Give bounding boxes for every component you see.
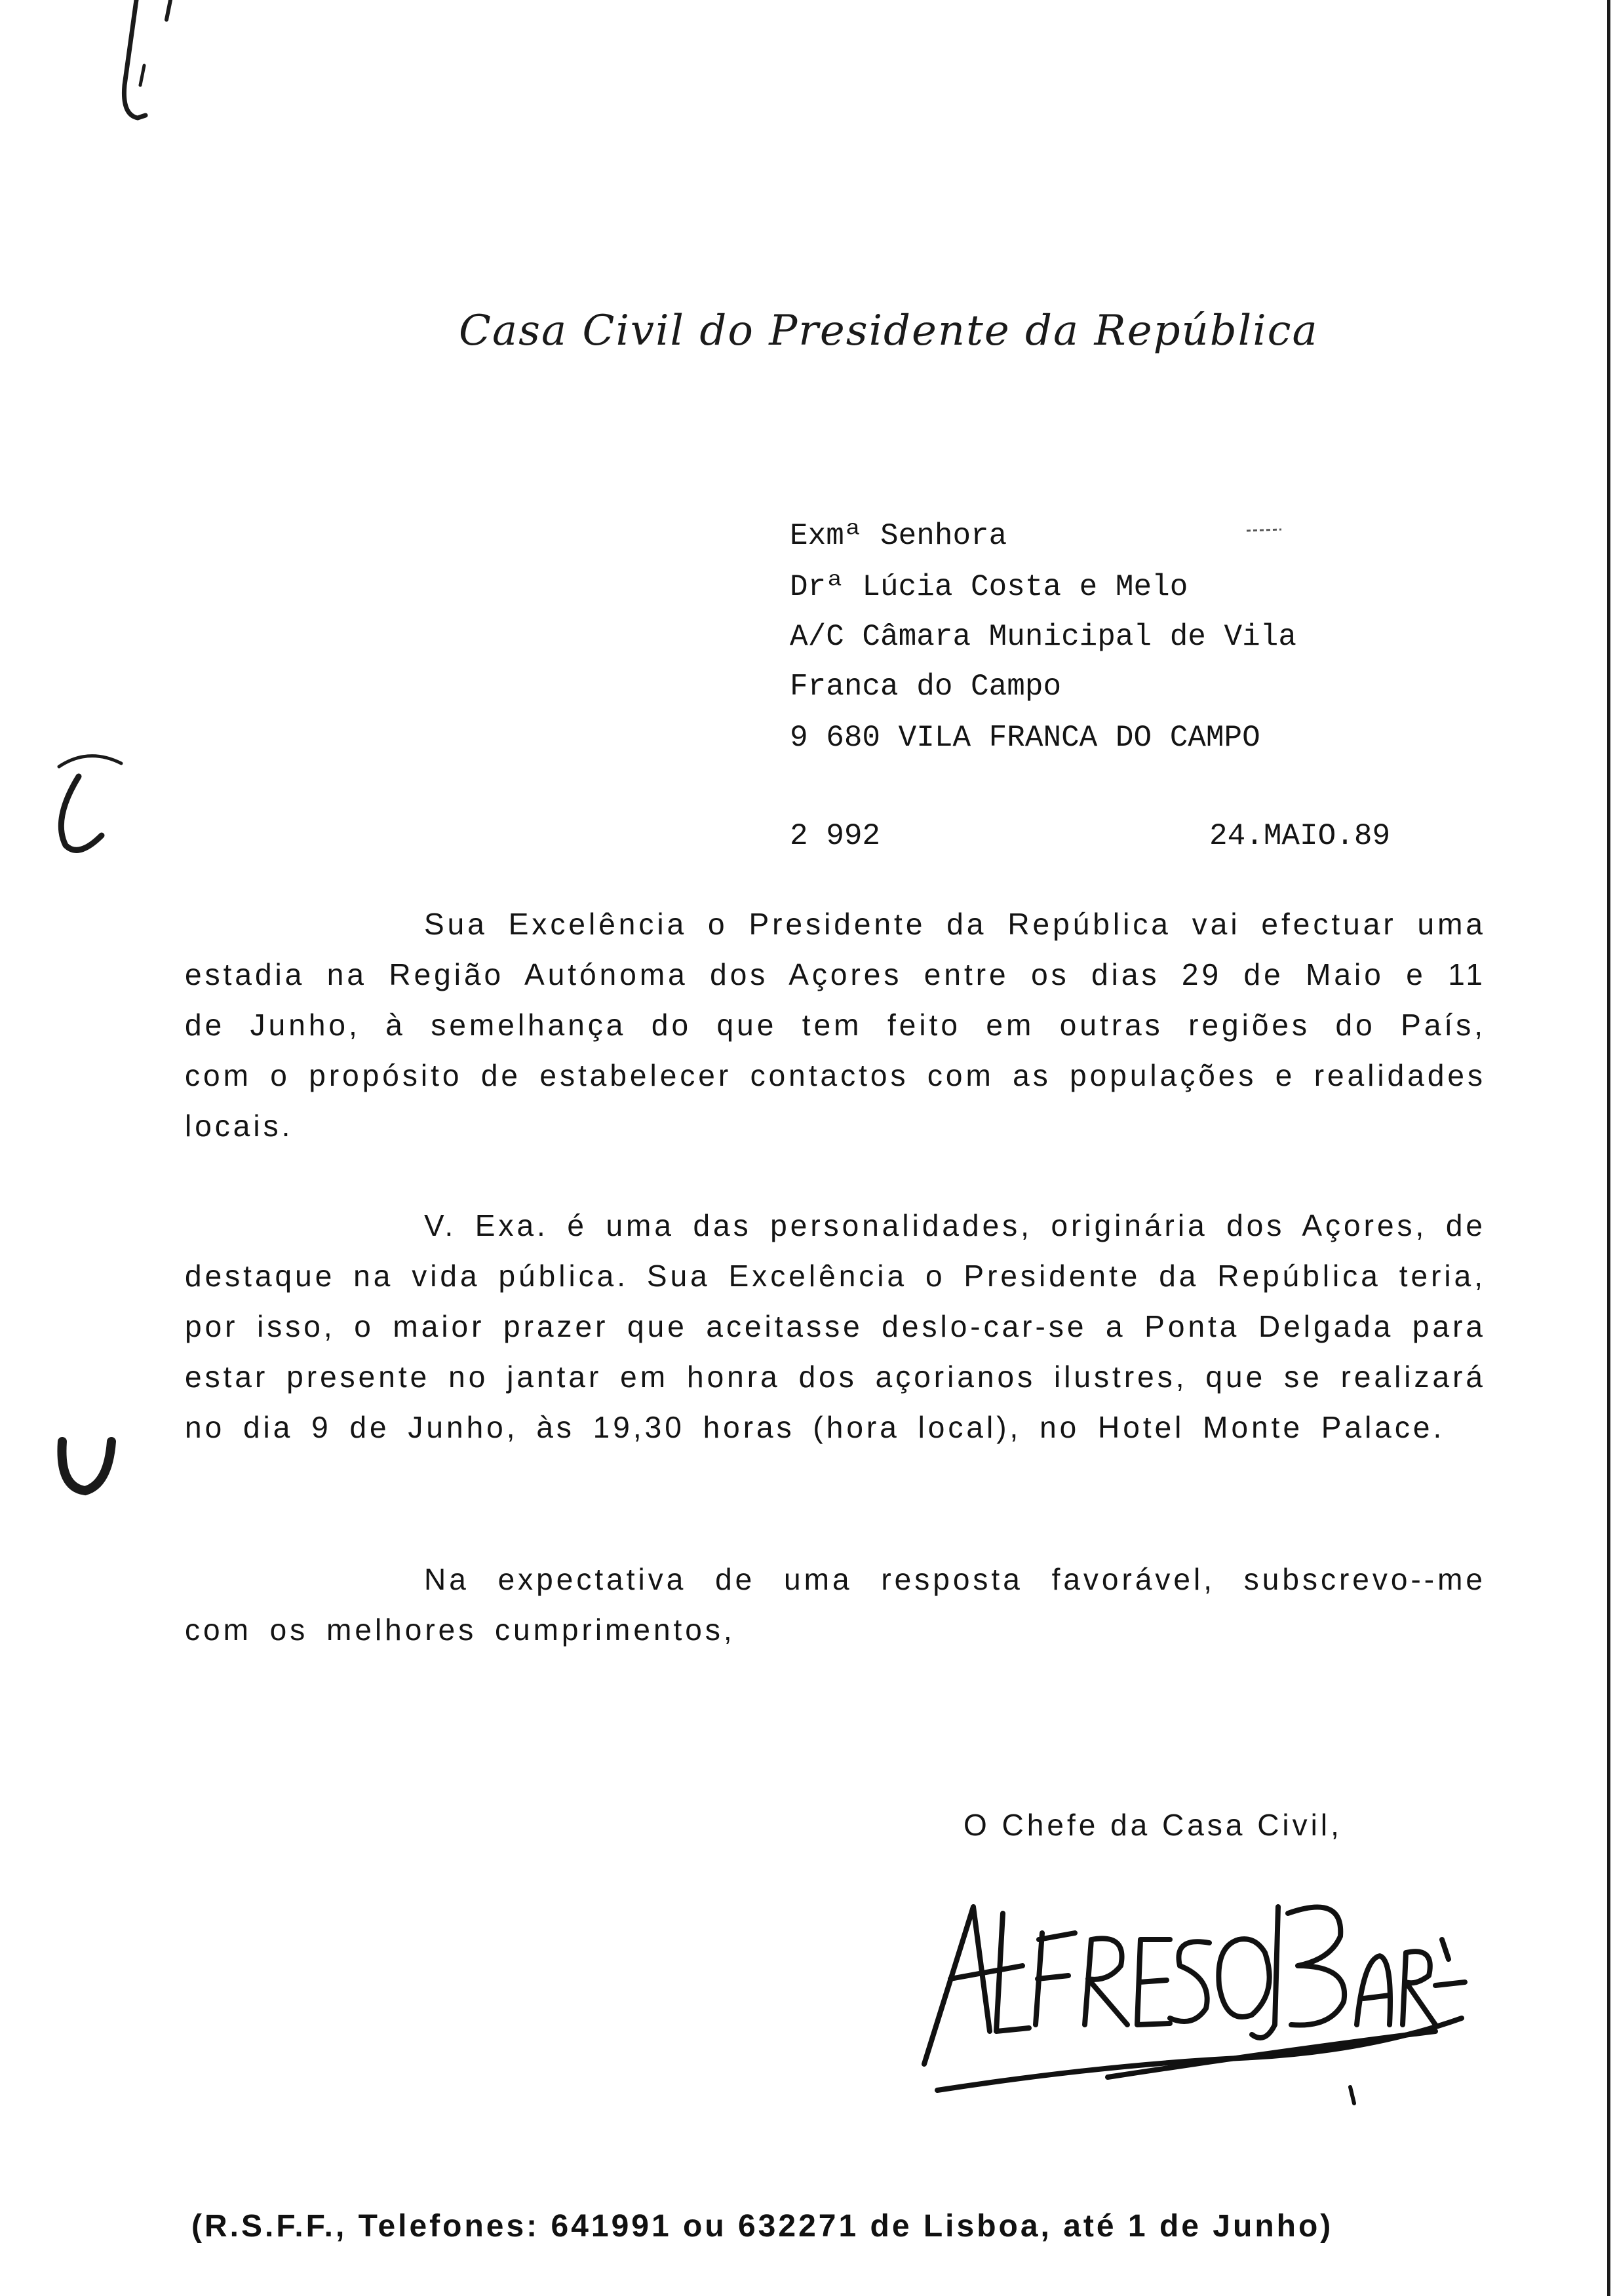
- handwritten-mark-margin-upper: [39, 747, 138, 865]
- recipient-line: A/C Câmara Municipal de Vila: [790, 620, 1296, 654]
- letter-date: 24.MAIO.89: [1209, 819, 1391, 853]
- handwritten-signature: [911, 1867, 1468, 2116]
- recipient-line: 9 680 VILA FRANCA DO CAMPO: [790, 721, 1260, 755]
- reference-number: 2 992: [790, 819, 881, 853]
- footer-contact-note: (R.S.F.F., Telefones: 641991 ou 632271 de Lisboa, até 1 de Junho): [191, 2209, 1334, 2244]
- body-paragraph: Sua Excelência o Presidente da República vai efectuar uma estadia na Região Autónoma dos Açores entre os dias 29 de Maio e 11 de Junho, à semelhança do que tem feito em outras regiões do País, com o propósito de estabelecer contactos com as populações e realidades locais.: [185, 907, 1486, 1143]
- recipient-line: Exmª Senhora: [790, 519, 1007, 553]
- closing-line: O Chefe da Casa Civil,: [963, 1808, 1342, 1842]
- handwritten-mark-margin-lower: [46, 1422, 125, 1507]
- stray-dash-mark: [1245, 524, 1285, 537]
- scan-edge-line: [1607, 0, 1610, 2296]
- handwritten-mark-top-left: [98, 0, 190, 131]
- recipient-line: Franca do Campo: [790, 670, 1062, 704]
- recipient-line: Drª Lúcia Costa e Melo: [790, 570, 1188, 604]
- body-paragraph: V. Exa. é uma das personalidades, originária dos Açores, de destaque na vida pública. Sua Excelência o Presidente da República teria, por isso, o maior prazer que aceitasse deslo-car-se a Ponta Delgada para estar presente no jantar em honra dos açorianos ilustres, que se realizará no dia 9 de Junho, às 19,30 horas (hora local), no Hotel Monte Palace.: [185, 1208, 1486, 1444]
- letterhead: Casa Civil do Presidente da República: [459, 307, 1319, 355]
- body-paragraph: Na expectativa de uma resposta favorável, subscrevo--me com os melhores cumprimentos,: [185, 1562, 1486, 1647]
